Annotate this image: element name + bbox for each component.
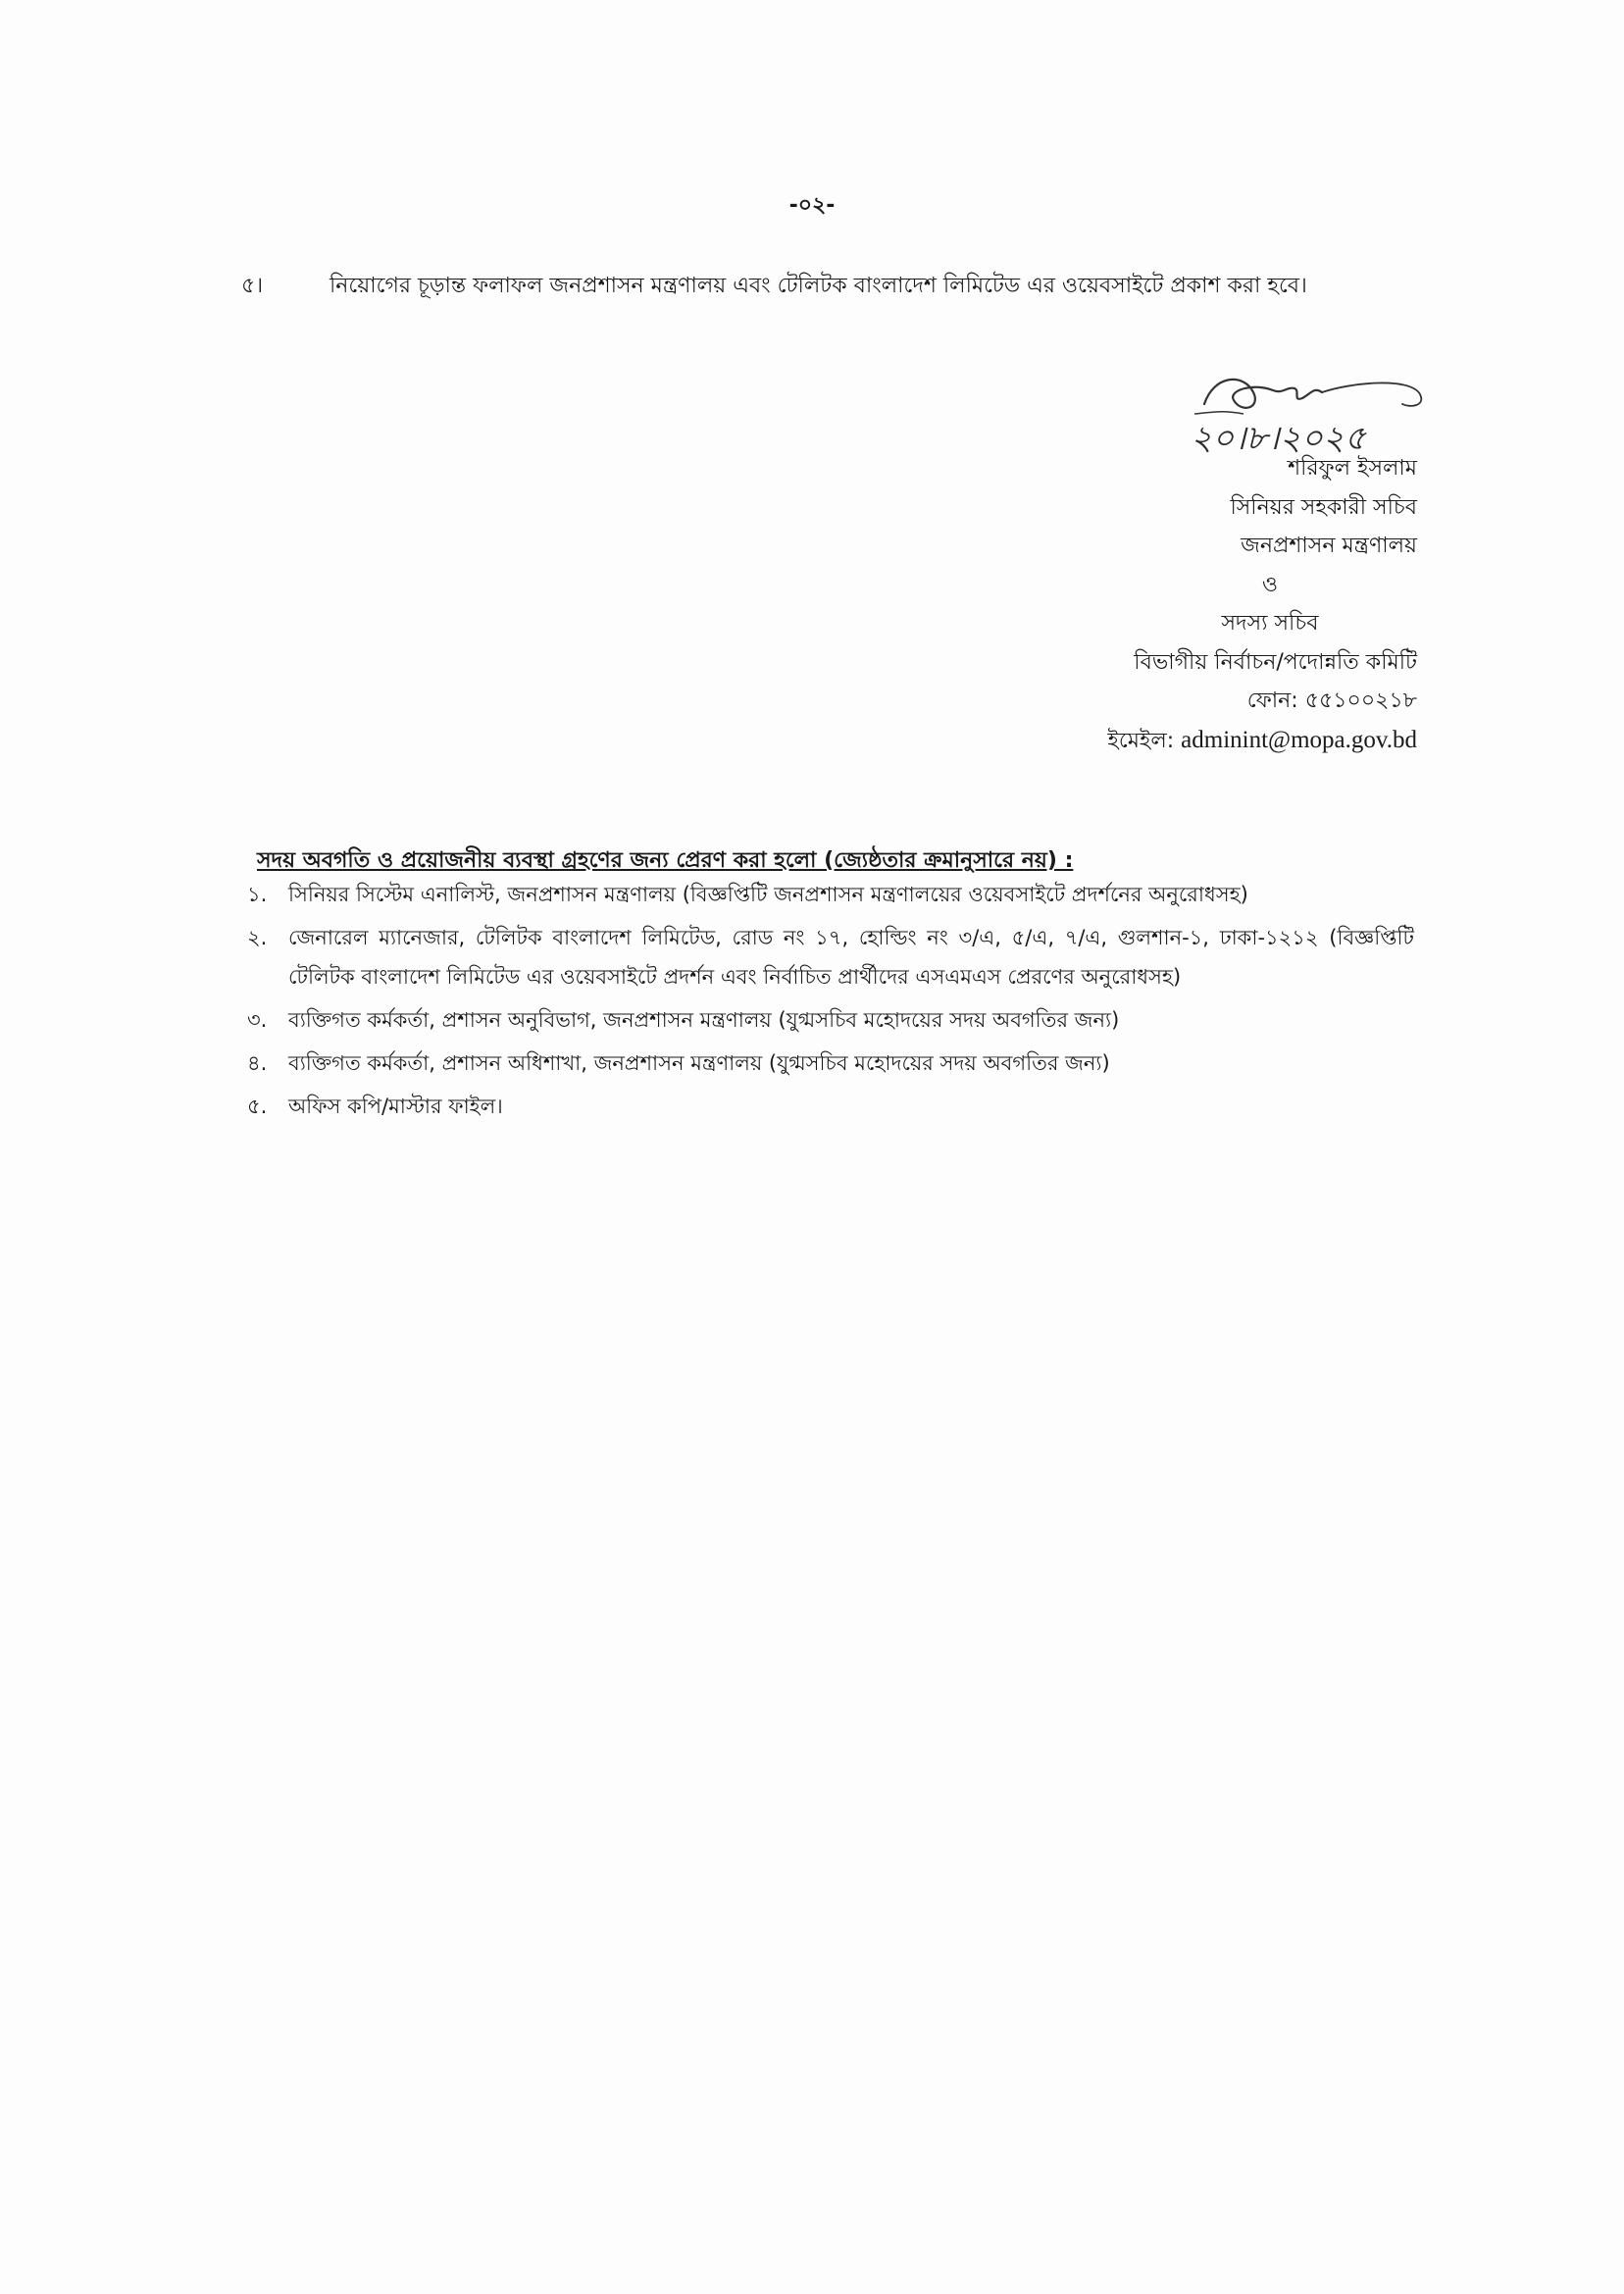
paragraph-number: ৫। [241, 274, 264, 298]
list-item-number: ৪. [247, 1051, 268, 1075]
distribution-heading: সদয় অবগতি ও প্রয়োজনীয় ব্যবস্থা গ্রহণের জন্য প্রেরণ করা হলো (জ্যেষ্ঠতার ক্রমানুসারে নয়) : [257, 848, 1074, 873]
signatory-ministry: জনপ্রশাসন মন্ত্রণালয় [1241, 534, 1417, 558]
list-item-number: ৩. [247, 1008, 268, 1032]
paragraph-text: নিয়োগের চূড়ান্ত ফলাফল জনপ্রশাসন মন্ত্রণালয় এবং টেলিটক বাংলাদেশ লিমিটেড এর ওয়েবসাইটে প্রকাশ করা হবে। [330, 274, 1307, 298]
paragraph-5 [241, 265, 1424, 308]
handwritten-signature [1185, 365, 1430, 463]
list-item [247, 875, 1414, 914]
email-line [981, 721, 1417, 761]
list-item-number: ৫. [247, 1095, 268, 1118]
phone-number: ফোন: ৫৫১০০২১৮ [1246, 688, 1417, 713]
signatory-name: শরিফুল ইসলাম [1288, 456, 1417, 481]
committee-name: বিভাগীয় নির্বাচন/পদোন্নতি কমিটি [1134, 649, 1417, 675]
list-item-text: ব্যক্তিগত কর্মকর্তা, প্রশাসন অধিশাখা, জনপ্রশাসন মন্ত্রণালয় (যুগ্মসচিব মহোদয়ের সদয় অবগতির জন্য) [288, 1051, 1110, 1075]
list-item-text: অফিস কপি/মাস্টার ফাইল। [288, 1095, 503, 1118]
signature-block [981, 449, 1417, 760]
list-item [247, 1087, 1414, 1126]
list-item [247, 1044, 1414, 1083]
conjunction: ও [1261, 572, 1279, 597]
list-item [247, 1000, 1414, 1040]
email-address[interactable]: adminint@mopa.gov.bd [1181, 726, 1417, 753]
list-item [247, 918, 1414, 996]
list-item-text: সিনিয়র সিস্টেম এনালিস্ট, জনপ্রশাসন মন্ত্রণালয় (বিজ্ঞপ্তিটি জনপ্রশাসন মন্ত্রণালয়ের ওয়েবসাইটে প্রদর্শনের অনুরোধসহ) [288, 883, 1248, 906]
page-number: -০২- [788, 193, 836, 218]
email-label: ইমেইল: [1107, 728, 1175, 753]
list-item-number: ২. [247, 926, 268, 949]
signatory-designation: সিনিয়র সহকারী সচিব [1230, 494, 1417, 520]
list-item-text: ব্যক্তিগত কর্মকর্তা, প্রশাসন অনুবিভাগ, জনপ্রশাসন মন্ত্রণালয় (যুগ্মসচিব মহোদয়ের সদয় অবগতির জন্য) [288, 1008, 1120, 1032]
distribution-list [247, 875, 1414, 1126]
list-item-text: জেনারেল ম্যানেজার, টেলিটক বাংলাদেশ লিমিটেড, রোড নং ১৭, হোল্ডিং নং ৩/এ, ৫/এ, ৭/এ, গুলশান-১, ঢাকা-১২১২ (বিজ্ঞপ্তিটি টেলিটক বাংলাদেশ লিমিটেড এর ওয়েবসাইটে প্রদর্শন এবং নির্বাচিত প্রার্থীদের এসএমএস প্রেরণের অনুরোধসহ) [288, 926, 1414, 989]
signatory-role: সদস্য সচিব [1221, 611, 1319, 636]
list-item-number: ১. [247, 883, 268, 906]
signature-date: ২০।৮।২০২৫ [1191, 419, 1366, 458]
